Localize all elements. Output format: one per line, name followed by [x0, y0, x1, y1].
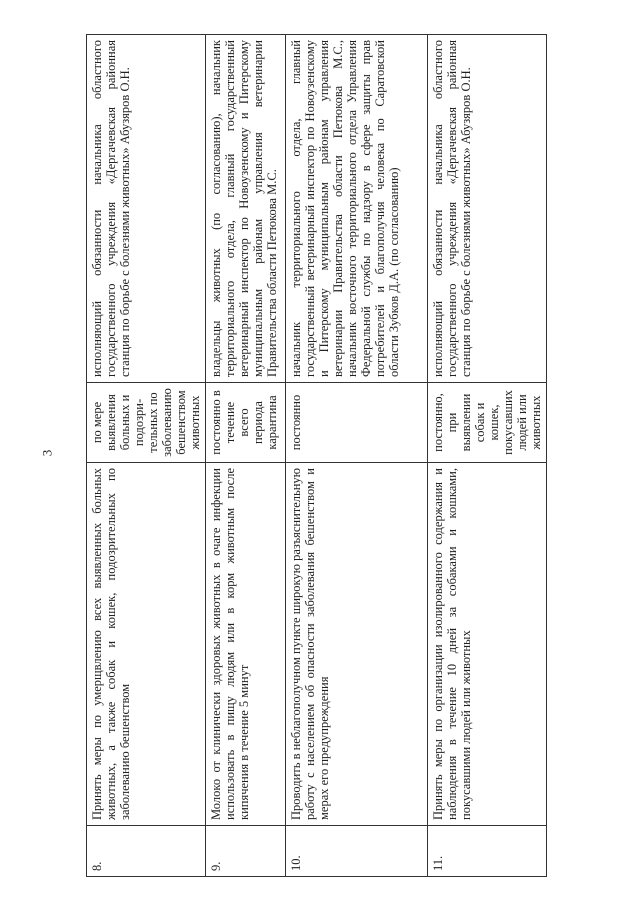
table-row	[286, 35, 428, 877]
measure-cell: Принять меры по умерщвлению всех выявленных больных животных, а также собак и кошек, подозрительных по заболеванию бешенством	[87, 463, 206, 826]
row-number: 10.	[286, 826, 428, 877]
term-cell: постоянно в течение всего периода карантина	[206, 383, 286, 463]
table-row	[428, 35, 547, 877]
row-number: 11.	[428, 826, 547, 877]
term-cell: по мере выявления больных и подозри-тельных по заболеванию бешенством животных	[87, 383, 206, 463]
measure-cell: Молоко от клинически здоровых животных в очаге инфекции использовать в пищу людям или в корм животным после кипячения в течение 5 минут	[206, 463, 286, 826]
table-row	[206, 35, 286, 877]
row-number: 9.	[206, 826, 286, 877]
measures-table	[86, 34, 547, 877]
table-row	[87, 35, 206, 877]
row-number: 8.	[87, 826, 206, 877]
measure-cell: Принять меры по организации изолированного содержания и наблюдения в течение 10 дней за собаками и кошками, покусавшими людей или животных	[428, 463, 547, 826]
page-number: 3	[39, 449, 55, 457]
term-cell: постоянно, при выявлении собак и кошек, покусавших людей или животных	[428, 383, 547, 463]
measure-cell: Проводить в неблагополучном пункте широкую разъяснительную работу с населением об опасности заболевания бешенством и мерах его предупреждения	[286, 463, 428, 826]
responsible-cell: исполняющий обязанности начальника областного государственного учреждения «Дергачевская районная станция по борьбе с болезнями животных» Абузяров О.Н.	[87, 35, 206, 383]
term-cell: постоянно	[286, 383, 428, 463]
responsible-cell: исполняющий обязанности начальника областного государственного учреждения «Дергачевская районная станция по борьбе с болезнями животных» Абузяров О.Н.	[428, 35, 547, 383]
responsible-cell: владельцы животных (по согласованию), начальник территориального отдела, главный государственный ветеринарный инспектор по Новоузенскому и Питерскому муниципальным районам управления ветеринарии Правительства области Петюкова М.С.	[206, 35, 286, 383]
rotated-table-wrapper	[86, 35, 543, 877]
responsible-cell: начальник территориального отдела, главный государственный ветеринарный инспектор по Новоузенскому и Питерскому муниципальным районам управления ветеринарии Правительства области Петюкова М.С., начальник восточного территориального отдела Управления Федеральной службы по надзору в сфере защиты прав потребителей и благополучия человека по Саратовской области Зубков Д.А. (по согласованию)	[286, 35, 428, 383]
